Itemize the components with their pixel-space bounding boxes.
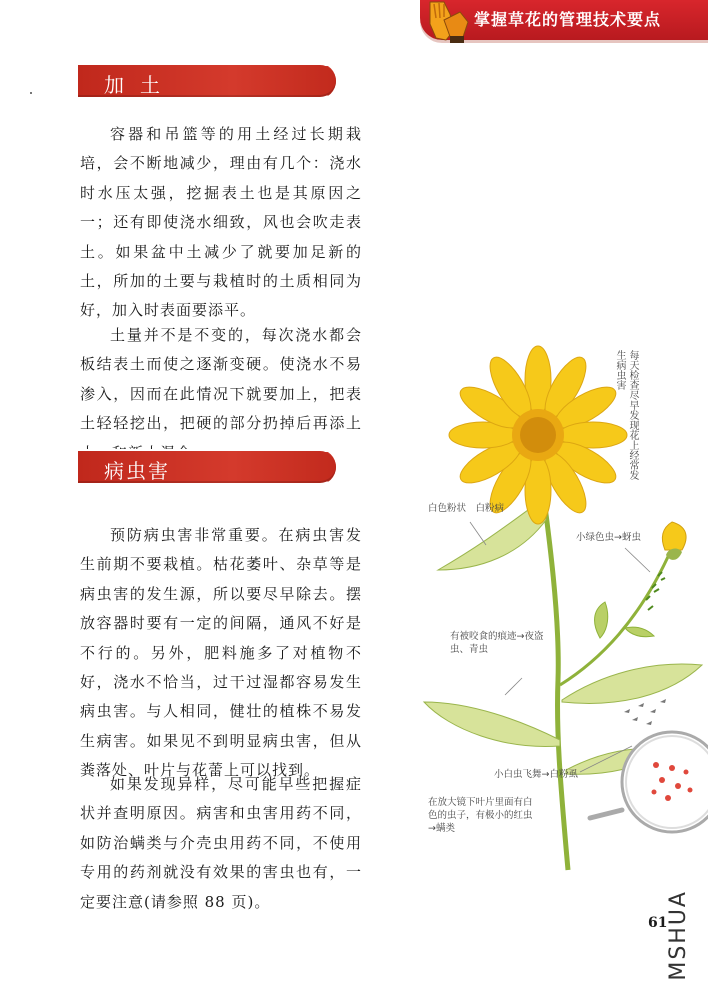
print-dot [30, 92, 32, 94]
section-heading-soil: 加土 [104, 73, 176, 97]
header-tab [420, 0, 708, 40]
paragraph-pests-2: 如果发现异样，尽可能早些把握症状并查明原因。病害和虫害用药不同，如防治螨类与介壳虫用药不同，不使用专用的药剂就没有效果的害虫也有，一定要注意(请参照 88 页)。 [80, 775, 362, 911]
label-caterpillar: 有被咬食的痕迹→夜盗虫、青虫 [450, 631, 544, 655]
paragraph-pests-1: 预防病虫害非常重要。在病虫害发生前期不要栽植。枯花萎叶、杂草等是病虫害的发生源，所以要尽早除去。摆放容器时要有一定的间隔，通风不好是不行的。另外，肥料施多了对植物不好，浇水不恰当，过干过湿都容易发生病虫害。与人相同，健壮的植株不易发生病害。如果见不到明显病虫害，但从粪落处、叶片与花蕾上可以找到。 [80, 526, 362, 780]
header-title: 掌握草花的管理技术要点 [474, 10, 662, 29]
paragraph-soil-2: 土量并不是不变的，每次浇水都会板结表土而使之逐渐变硬。使浇水不易渗入，因而在此情况下就要加上，把表土轻轻挖出，把硬的部分扔掉后再添上 [80, 326, 362, 433]
section-heading-bar-pests [78, 449, 336, 485]
label-aphid: 小绿色虫→蚜虫 [576, 532, 641, 543]
paragraph-soil-1: 容器和吊篮等的用土经过长期栽培，会不断地减少，理由有几个：浇水时水压太强，挖掘表土也是其原因之一；还有即使浇水细致，风也会吹走表土。如果盆中土减少了就要加足新的土，所加的土要与栽植时的土质相同为好，加入时表面要添平。 [80, 125, 362, 320]
caption-daily-check: 每天检查尽早发现花上经常发生病虫害 [614, 350, 638, 480]
label-mite: 在放大镜下叶片里面有白色的虫子，有极小的红虫→螨类 [428, 797, 533, 834]
watermark: MSHUA [666, 890, 691, 981]
section-heading-bar-soil [78, 63, 336, 99]
page-number: 61 [648, 915, 668, 931]
gloves-icon [424, 0, 472, 44]
label-whitefly: 小白虫飞舞→白粉虱 [494, 769, 578, 780]
label-powdery-mildew: 白色粉状 白粉病 [428, 503, 505, 514]
section-heading-pests: 病虫害 [104, 459, 170, 483]
